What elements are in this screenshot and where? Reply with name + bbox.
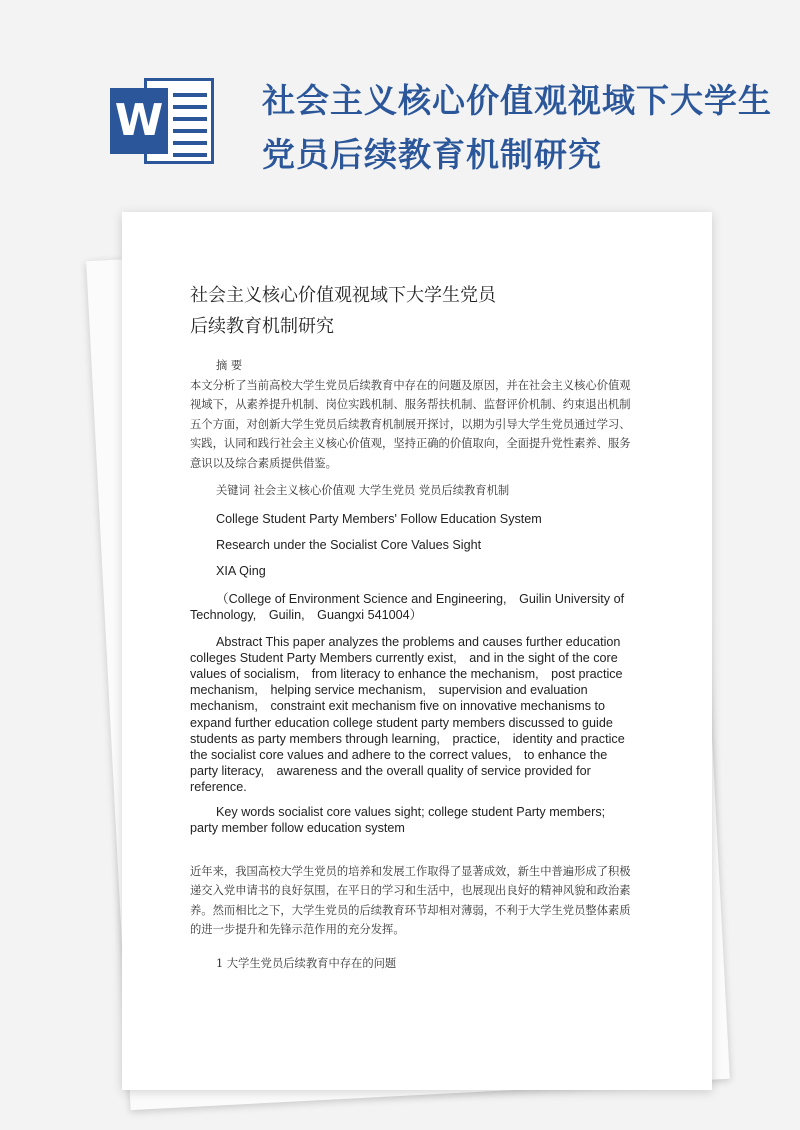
author-name: XIA Qing [216,563,266,578]
header-title: 社会主义核心价值观视域下大学生党员后续教育机制研究 [262,81,772,174]
word-document-icon [110,78,214,164]
english-title-line-1: College Student Party Members' Follow Education System [216,511,542,526]
keywords-en: Key words socialist core values sight; college student Party members; party member follow education system [190,804,606,835]
document-content [190,280,636,973]
document-title: 社会主义核心价值观视域下大学生党员后续教育机制研究 [190,285,496,337]
section-heading-1: 1 大学生党员后续教育中存在的问题 [216,956,397,970]
word-letter-badge: W [110,88,168,154]
english-title-line-2: Research under the Socialist Core Values Sight [216,537,482,552]
keywords-cn: 关键词 社会主义核心价值观 大学生党员 党员后续教育机制 [216,484,510,497]
abstract-en: Abstract This paper analyzes the problems and causes further education colleges Student Party Members currently exist, and in the sight of the core values of socialism, from literacy to enhance the mechanism, post practice mechanism, helping service mechanism, supervision and evaluation mechanism, constraint exit mechanism five on innovative mechanisms to expand further education college student party members discussed to guide students as party members through learning, practice, identity and practice the socialist core values and adhere to the correct values, to enhance the party literacy, awareness and the overall quality of service provided for reference. [190,634,625,795]
document-page [122,212,712,1090]
abstract-cn: 本文分析了当前高校大学生党员后续教育中存在的问题及原因，并在社会主义核心价值观视域下，从素养提升机制、岗位实践机制、服务帮扶机制、监督评价机制、约束退出机制五个方面，对创新大学生党员后续教育机制展开探讨，以期为引导大学生党员通过学习、实践，认同和践行社会主义核心价值观，坚持正确的价值取向，全面提升党性素养、服务意识以及综合素质提供借鉴。 [190,378,631,470]
abstract-label: 摘 要 [216,359,243,372]
author-affiliation: （College of Environment Science and Engineering, Guilin University of Technology, Guilin, Guangxi 541004） [190,592,625,623]
intro-paragraph: 近年来，我国高校大学生党员的培养和发展工作取得了显著成效，新生中普遍形成了积极递交入党申请书的良好氛围，在平日的学习和生活中，也展现出良好的精神风貌和政治素养。然而相比之下，大学生党员的后续教育环节却相对薄弱，不利于大学生党员整体素质的进一步提升和先锋示范作用的充分发挥。 [190,864,631,937]
